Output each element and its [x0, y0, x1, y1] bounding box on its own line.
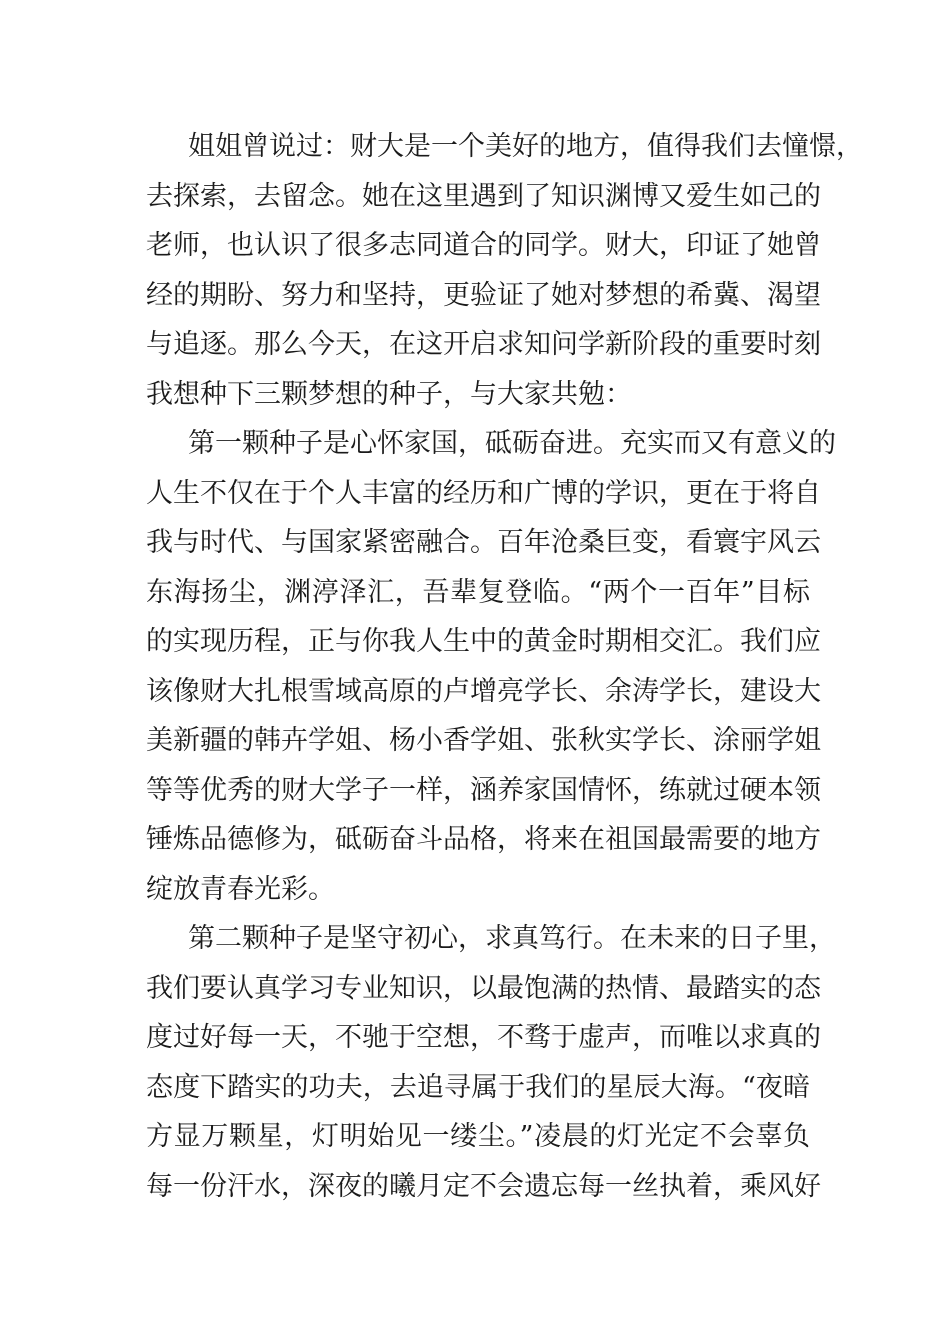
body-text [146, 122, 863, 1211]
text-line: 的实现历程，正与你我人生中的黄金时期相交汇。我们应 [146, 626, 821, 657]
text-line: 美新疆的韩卉学姐、杨小香学姐、张秋实学长、涂丽学姐 [146, 725, 821, 756]
text-line: 该像财大扎根雪域高原的卢增亮学长、余涛学长，建设大 [146, 675, 821, 707]
text-line: 锤炼品德修为，砥砺奋斗品格，将来在祖国最需要的地方 [146, 824, 821, 855]
text-line: 经的期盼、努力和坚持，更验证了她对梦想的希冀、渴望 [146, 279, 821, 311]
text-line: 人生不仅在于个人丰富的经历和广博的学识，更在于将自 [146, 477, 821, 509]
text-line: 我们要认真学习专业知识，以最饱满的热情、最踏实的态 [146, 972, 821, 1004]
text-line: 等等优秀的财大学子一样，涵养家国情怀，练就过硬本领 [146, 774, 821, 806]
text-line: 绽放青春光彩。 [146, 873, 335, 905]
text-line: 每一份汗水，深夜的曦月定不会遗忘每一丝执着，乘风好 [146, 1170, 821, 1202]
text-line: 与追逐。那么今天，在这开启求知问学新阶段的重要时刻 [146, 329, 821, 360]
text-line: 去探索，去留念。她在这里遇到了知识渊博又爱生如己的 [146, 180, 821, 212]
text-line: 第一颗种子是心怀家国，砥砺奋进。充实而又有意义的 [188, 428, 836, 459]
text-line: 东海扬尘，渊渟泽汇，吾辈复登临。“两个一百年”目标 [146, 576, 810, 608]
text-line: 我与时代、与国家紧密融合。百年沧桑巨变，看寰宇风云 [146, 527, 821, 558]
text-line: 第二颗种子是坚守初心，求真笃行。在未来的日子里， [188, 923, 836, 954]
text-line: 老师，也认识了很多志同道合的同学。财大，印证了她曾 [146, 230, 821, 261]
text-line: 我想种下三颗梦想的种子，与大家共勉： [146, 378, 632, 410]
text-line: 姐姐曾说过：财大是一个美好的地方，值得我们去憧憬， [188, 131, 863, 162]
text-line: 方显万颗星，灯明始见一缕尘。”凌晨的灯光定不会辜负 [146, 1121, 810, 1152]
text-line: 态度下踏实的功夫，去追寻属于我们的星辰大海。“夜暗 [146, 1071, 810, 1103]
text-line: 度过好每一天，不驰于空想，不骛于虚声，而唯以求真的 [146, 1022, 821, 1053]
